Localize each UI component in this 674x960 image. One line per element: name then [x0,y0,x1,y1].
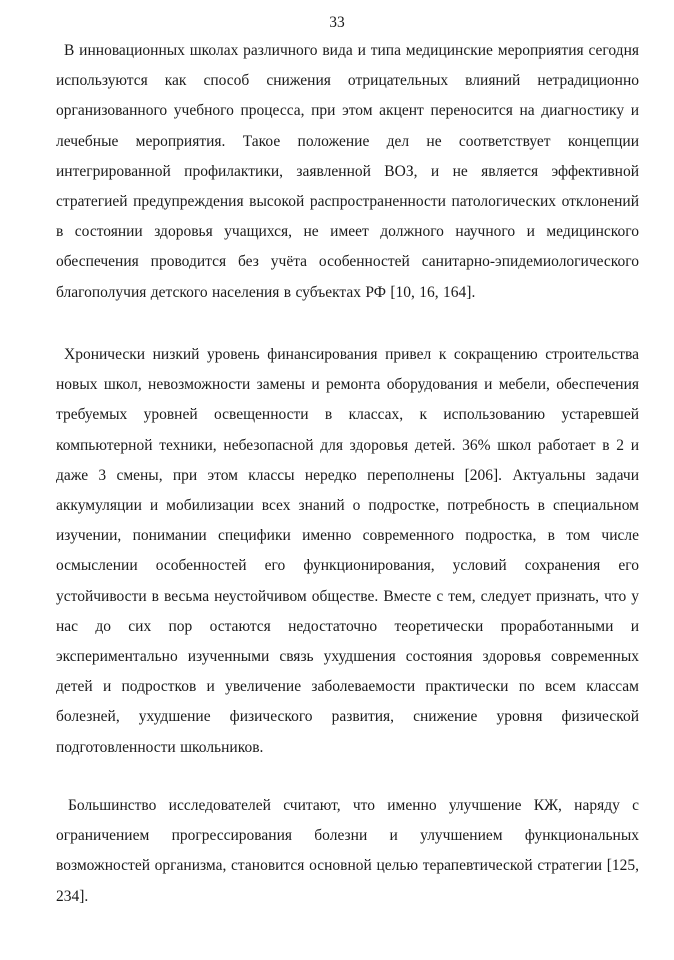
paragraph-1: В инновационных школах различного вида и типа медицинские мероприятия сегодня используются как способ снижения отрицательных влияний нетрадиционно организованного учебного процесса, при этом акцент переносится на диагностику и лечебные мероприятия. Такое положение дел не соответствует концепции интегрированной профилактики, заявленной ВОЗ, и не является эффективной стратегией предупреждения высокой распространенности патологических отклонений в состоянии здоровья учащихся, не имеет должного научного и медицинского обеспечения проводится без учёта особенностей санитарно-эпидемиологического благополучия детского населения в субъектах РФ [10, 16, 164]. [56,42,639,301]
page-number: 33 [329,14,345,31]
paragraph-3: Большинство исследователей считают, что именно улучшение КЖ, наряду с ограничением прогрессирования болезни и улучшением функциональных возможностей организма, становится основной целью терапевтической стратегии [125, 234]. [56,797,639,905]
paragraph-2: Хронически низкий уровень финансирования привел к сокращению строительства новых школ, невозможности замены и ремонта оборудования и мебели, обеспечения требуемых уровней освещенности в классах, к использованию устаревшей компьютерной техники, небезопасной для здоровья детей. 36% школ работает в 2 и даже 3 смены, при этом классы нередко переполнены [206]. Актуальны задачи аккумуляции и мобилизации всех знаний о подростке, потребность в специальном изучении, понимании специфики именно современного подростка, в том числе осмыслении особенностей его функционирования, условий сохранения его устойчивости в весьма неустойчивом обществе. Вместе с тем, следует признать, что у нас до сих пор остаются недостаточно теоретически проработанными и экспериментально изученными связь ухудшения состояния здоровья современных детей и подростков и увеличение заболеваемости практически по всем классам болезней, ухудшение физического развития, снижение уровня физической подготовленности школьников. [56,346,639,756]
